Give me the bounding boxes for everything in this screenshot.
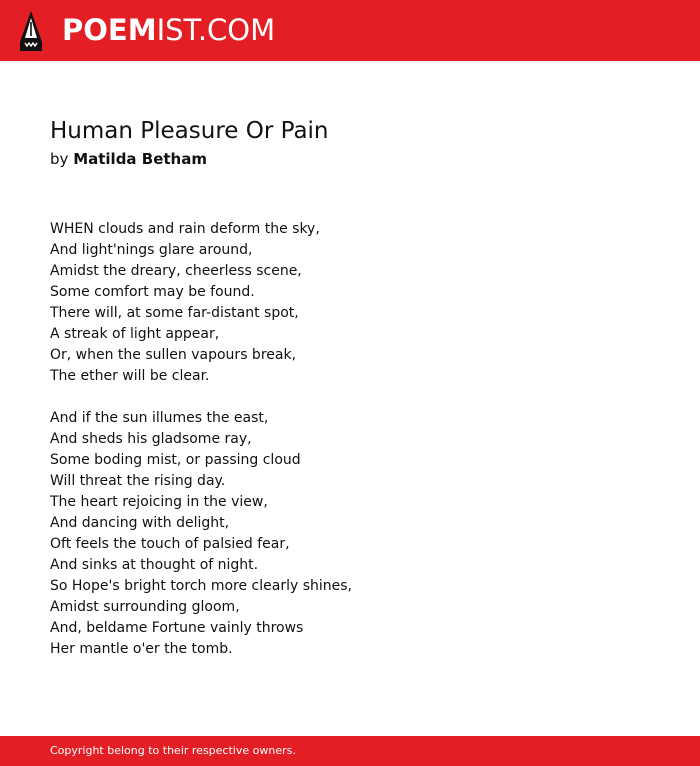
poem-line: And if the sun illumes the east, [50,410,269,426]
stanza-2 [50,408,650,660]
poem-line: Oft feels the touch of palsied fear, [50,536,290,552]
poem-line: And light'nings glare around, [50,242,253,258]
poem-line: WHEN clouds and rain deform the sky, [50,221,320,237]
poem-line: The ether will be clear. [50,368,210,384]
poem-line: And sheds his gladsome ray, [50,431,252,447]
poem-line: Her mantle o'er the tomb. [50,641,233,657]
poem-line: The heart rejoicing in the view, [50,494,268,510]
byline [50,148,207,170]
copyright-text: Copyright belong to their respective owners. [50,744,296,757]
poem-line: Some boding mist, or passing cloud [50,452,301,468]
poem-line: Will threat the rising day. [50,473,226,489]
poem-line: Amidst the dreary, cheerless scene, [50,263,302,279]
by-label: by [50,150,69,168]
site-header [0,0,700,61]
poem-body [50,219,650,681]
brand-bold: POEM [62,13,157,47]
pen-nib-icon[interactable] [18,10,44,52]
author-name: Matilda Betham [73,150,207,168]
site-logo-link[interactable] [62,13,275,47]
poem-title: Human Pleasure Or Pain [50,118,329,144]
poem-line: Or, when the sullen vapours break, [50,347,297,363]
stanza-1 [50,219,650,387]
poem-line: There will, at some far-distant spot, [50,305,299,321]
poem-line: A streak of light appear, [50,326,220,342]
poem-line: And sinks at thought of night. [50,557,259,573]
poem-line: So Hope's bright torch more clearly shines, [50,578,353,594]
site-footer [0,736,700,766]
poem-line: Some comfort may be found. [50,284,255,300]
poem-line: And, beldame Fortune vainly throws [50,620,304,636]
poem-line: Amidst surrounding gloom, [50,599,240,615]
poem-line: And dancing with delight, [50,515,230,531]
brand-light: IST.COM [156,13,276,47]
